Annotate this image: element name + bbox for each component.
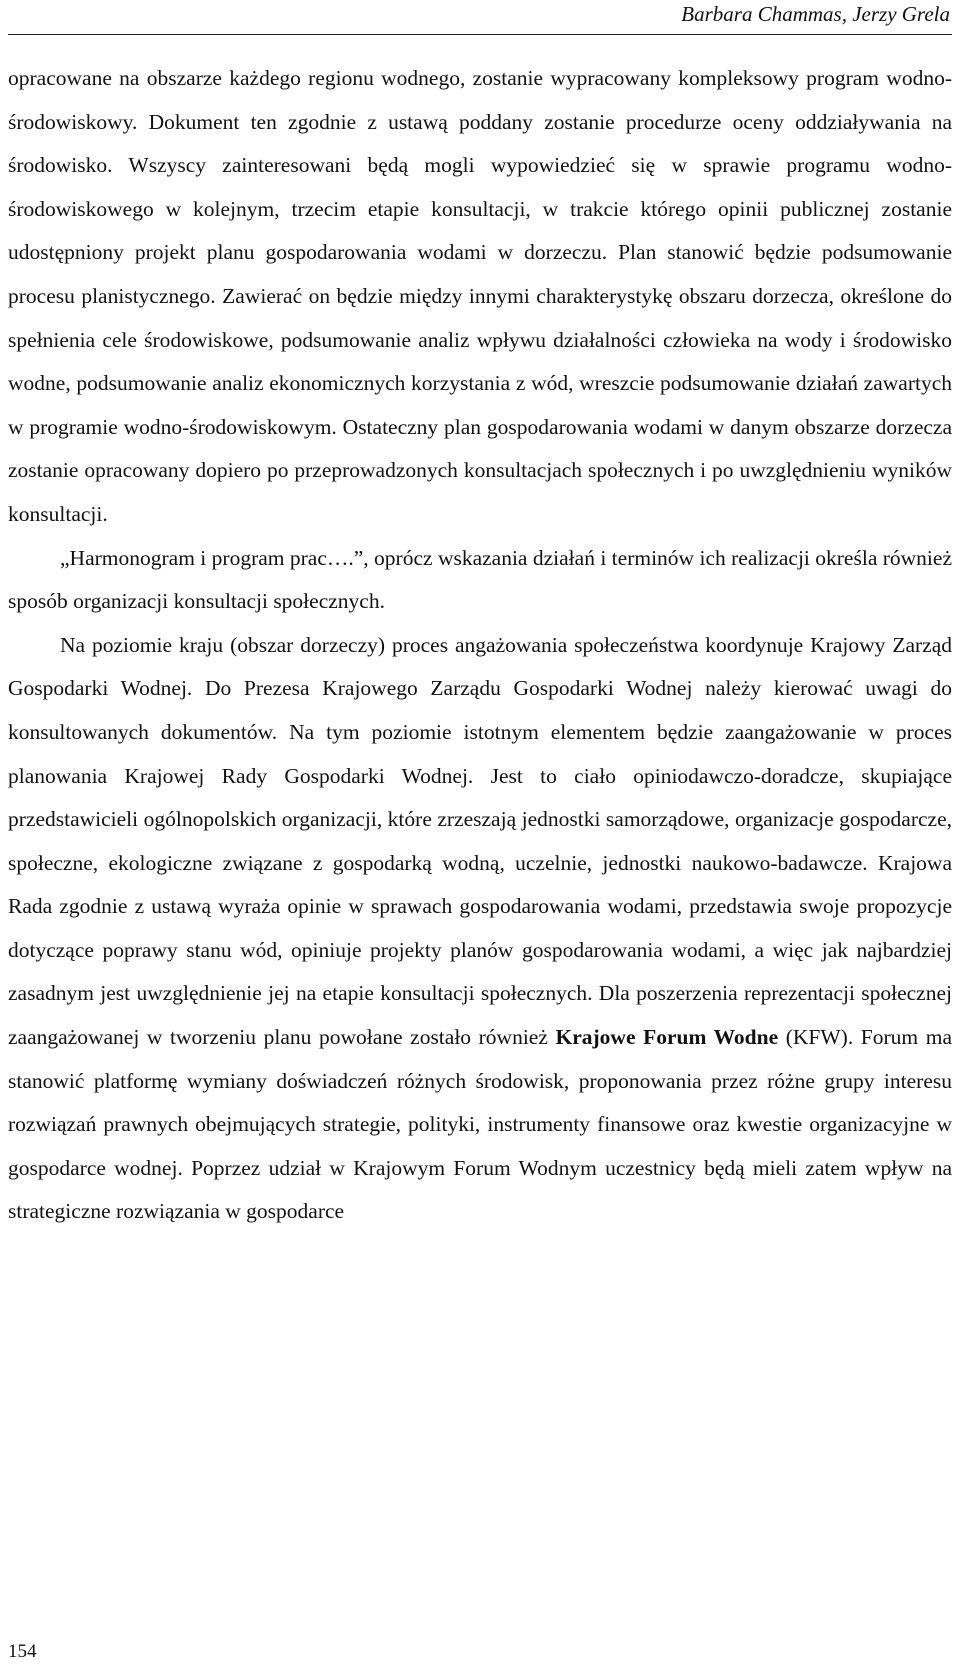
running-header — [8, 0, 952, 35]
bold-term-krajowe-forum-wodne: Krajowe Forum Wodne — [555, 1025, 779, 1050]
body-text — [8, 57, 952, 1234]
paragraph-2: „Harmonogram i program prac….”, oprócz wskazania działań i terminów ich realizacji określa również sposób organizacji konsultacji społecznych. — [8, 545, 952, 614]
page-number: 154 — [8, 1641, 37, 1662]
paragraph-3-text-end: (KFW). Forum ma stanowić platformę wymiany doświadczeń różnych środowisk, proponowania przez różne grupy interesu rozwiązań prawnych obejmujących strategie, polityki, instrumenty finansowe oraz kwestie organizacyjne w gospodarce wodnej. Poprzez udział w Krajowym Forum Wodnym uczestnicy będą mieli zatem wpływ na strategiczne rozwiązania w gospodarce — [8, 1025, 953, 1224]
paragraph-1: opracowane na obszarze każdego regionu wodnego, zostanie wypracowany kompleksowy program wodno-środowiskowy. Dokument ten zgodnie z ustawą poddany zostanie procedurze oceny oddziaływania na środowisko. Wszyscy zainteresowani będą mogli wypowiedzieć się w sprawie programu wodno-środowiskowego w kolejnym, trzecim etapie konsultacji, w trakcie którego opinii publicznej zostanie udostępniony projekt planu gospodarowania wodami w dorzeczu. Plan stanowić będzie podsumowanie procesu planistycznego. Zawierać on będzie między innymi charakterystykę obszaru dorzecza, określone do spełnienia cele środowiskowe, podsumowanie analiz wpływu działalności człowieka na wody i środowisko wodne, podsumowanie analiz ekonomicznych korzystania z wód, wreszcie podsumowanie działań zawartych w programie wodno-środowiskowym. Ostateczny plan gospodarowania wodami w danym obszarze dorzecza zostanie opracowany dopiero po przeprowadzonych konsultacjach społecznych i po uwzględnieniu wyników konsultacji. — [8, 66, 952, 526]
header-authors: Barbara Chammas, Jerzy Grela — [681, 2, 950, 26]
paragraph-3-text-start: Na poziomie kraju (obszar dorzeczy) proces angażowania społeczeństwa koordynuje Krajowy Zarząd Gospodarki Wodnej. Do Prezesa Krajowego Zarządu Gospodarki Wodnej należy kierować uwagi do konsultowanych dokumentów. Na tym poziomie istotnym elementem będzie zaangażowanie w proces planowania Krajowej Rady Gospodarki Wodnej. Jest to ciało opiniodawczo-doradcze, skupiające przedstawicieli ogólnopolskich organizacji, które zrzeszają jednostki samorządowe, organizacje gospodarcze, społeczne, ekologiczne związane z gospodarką wodną, uczelnie, jednostki naukowo-badawcze. Krajowa Rada zgodnie z ustawą wyraża opinie w sprawach gospodarowania wodami, przedstawia swoje propozycje dotyczące poprawy stanu wód, opiniuje projekty planów gospodarowania wodami, a więc jak najbardziej zasadnym jest uwzględnienie jej na etapie konsultacji społecznych. Dla poszerzenia reprezentacji społecznej zaangażowanej w tworzeniu planu powołane zostało również — [8, 632, 952, 1050]
paragraph-3 — [8, 624, 952, 1234]
